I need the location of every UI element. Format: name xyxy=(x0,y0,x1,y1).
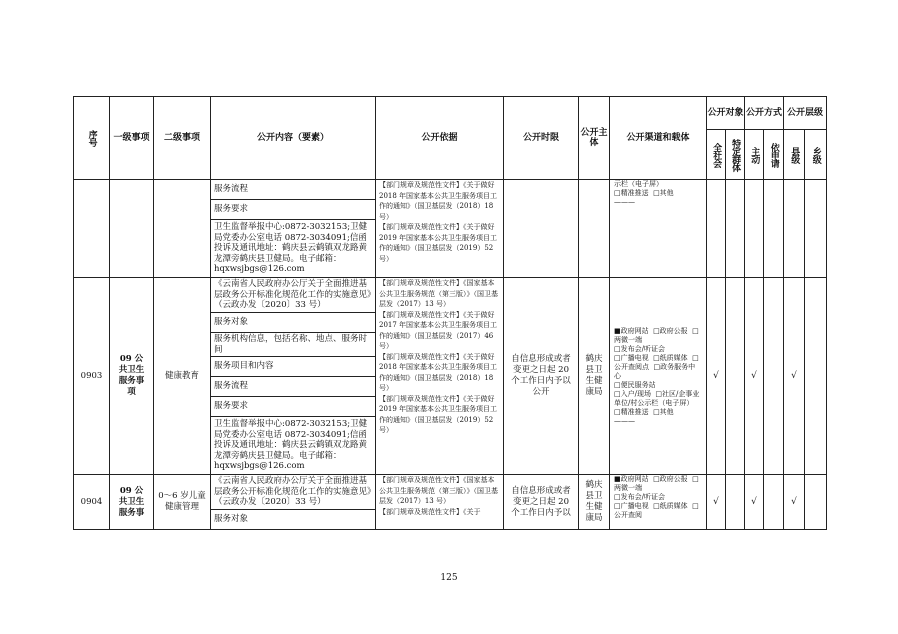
basis-text: 【部门规章及规范性文件】《关于做好 2018 年国家基本公共卫生服务项目工作的通知》（国卫基层发（2018）18 号） 【部门规章及规范性文件】《关于做好 2019 年国家基本公共卫生服务项目工作的通知》（国卫基层发（2019）52 号） xyxy=(376,180,504,278)
table-row xyxy=(74,278,827,313)
check-all: √ xyxy=(707,278,726,475)
header-level-town: 乡级 xyxy=(805,130,827,180)
header-level2: 二级事项 xyxy=(154,97,211,180)
content-item: 《云南省人民政府办公厅关于全面推进基层政务公开标准化规范化工作的实施意见》（云政办发〔2020〕33 号） xyxy=(211,475,376,510)
channel-text: ■政府网站 □政府公报 □两微一端 □发布会/听证会 □广播电视 □纸质媒体 □公开查阅点 □政务服务中心 □便民服务站 □入户/现场 □社区/企事业单位/村公示栏（电子屏） □精准推送 □其他 ——— xyxy=(610,278,707,475)
header-level1: 一级事项 xyxy=(110,97,154,180)
check-county: √ xyxy=(784,475,805,530)
header-method: 公开方式 xyxy=(745,97,784,130)
subject: 鹤庆县卫生健康局 xyxy=(579,475,610,530)
header-subject: 公开主体 xyxy=(579,97,610,180)
header-target: 公开对象 xyxy=(707,97,745,130)
row-level2: 0～6 岁儿童健康管理 xyxy=(154,475,211,530)
channel-text: 示栏（电子屏） □精准推送 □其他 ——— xyxy=(610,180,707,278)
header-target-all: 全社会 xyxy=(707,130,726,180)
check-county: √ xyxy=(784,278,805,475)
content-contact: 卫生监督举报中心:0872-3032153;卫健局党委办公室电话 0872-3034091;信函投诉及通讯地址：鹤庆县云鹤镇双龙路黄龙潭旁鹤庆县卫健局。电子邮箱：hqxwsjbgs@126.com xyxy=(211,220,376,278)
row-level1: 09 公共卫生服务事 xyxy=(110,475,154,530)
check-all: √ xyxy=(707,475,726,530)
time-limit: 自信息形成或者变更之日起 20 个工作日内予以公开 xyxy=(504,278,579,475)
channel-text: ■政府网站 □政府公报 □两微一端 □发布会/听证会 □广播电视 □纸质媒体 □公开查阅 xyxy=(610,475,707,530)
check-active: √ xyxy=(745,475,764,530)
content-item: 服务要求 xyxy=(211,200,376,220)
content-item: 服务流程 xyxy=(211,377,376,397)
content-item: 服务要求 xyxy=(211,397,376,417)
basis-text: 【部门规章及规范性文件】《国家基本公共卫生服务规范（第三版）》（国卫基层发（2017）13 号） 【部门规章及规范性文件】《关于 xyxy=(376,475,504,530)
page-number: 125 xyxy=(440,573,458,583)
header-target-specific: 特定群体 xyxy=(726,130,745,180)
header-method-request: 依申请 xyxy=(764,130,784,180)
header-level-county: 县级 xyxy=(784,130,805,180)
content-item: 服务流程 xyxy=(211,180,376,200)
content-item: 服务对象 xyxy=(211,510,376,530)
header-basis: 公开依据 xyxy=(376,97,504,180)
check-active: √ xyxy=(745,278,764,475)
time-limit: 自信息形成或者变更之日起 20 个工作日内予以 xyxy=(504,475,579,530)
row-seq: 0903 xyxy=(74,278,110,475)
header-time-limit: 公开时限 xyxy=(504,97,579,180)
content-item: 服务机构信息，包括名称、地点、服务时间 xyxy=(211,333,376,357)
basis-text: 【部门规章及规范性文件】《国家基本公共卫生服务规范（第三版）》（国卫基层发（2017）13 号） 【部门规章及规范性文件】《关于做好 2017 年国家基本公共卫生服务项目工作的通知》（国卫基层发（2017）46 号） 【部门规章及规范性文件】《关于做好 2018 年国家基本公共卫生服务项目工作的通知》（国卫基层发（2018）18 号） 【部门规章及规范性文件】《关于做好 2019 年国家基本公共卫生服务项目工作的通知》（国卫基层发（2019）52 号） xyxy=(376,278,504,475)
table-row xyxy=(74,180,827,200)
disclosure-table xyxy=(73,96,827,530)
header-method-active: 主动 xyxy=(745,130,764,180)
header-channel: 公开渠道和载体 xyxy=(610,97,707,180)
header-content: 公开内容（要素） xyxy=(211,97,376,180)
table-row xyxy=(74,475,827,510)
content-item: 服务对象 xyxy=(211,313,376,333)
header-seq: 序号 xyxy=(74,97,110,180)
row-level1: 09 公共卫生服务事项 xyxy=(110,278,154,475)
row-level2: 健康教育 xyxy=(154,278,211,475)
header-level: 公开层级 xyxy=(784,97,827,130)
content-item: 《云南省人民政府办公厅关于全面推进基层政务公开标准化规范化工作的实施意见》（云政办发〔2020〕33 号） xyxy=(211,278,376,313)
subject: 鹤庆县卫生健康局 xyxy=(579,278,610,475)
row-seq: 0904 xyxy=(74,475,110,530)
content-item: 服务项目和内容 xyxy=(211,357,376,377)
content-contact: 卫生监督举报中心:0872-3032153;卫健局党委办公室电话 0872-3034091;信函投诉及通讯地址：鹤庆县云鹤镇双龙路黄龙潭旁鹤庆县卫健局。电子邮箱：hqxwsjbgs@126.com xyxy=(211,417,376,475)
